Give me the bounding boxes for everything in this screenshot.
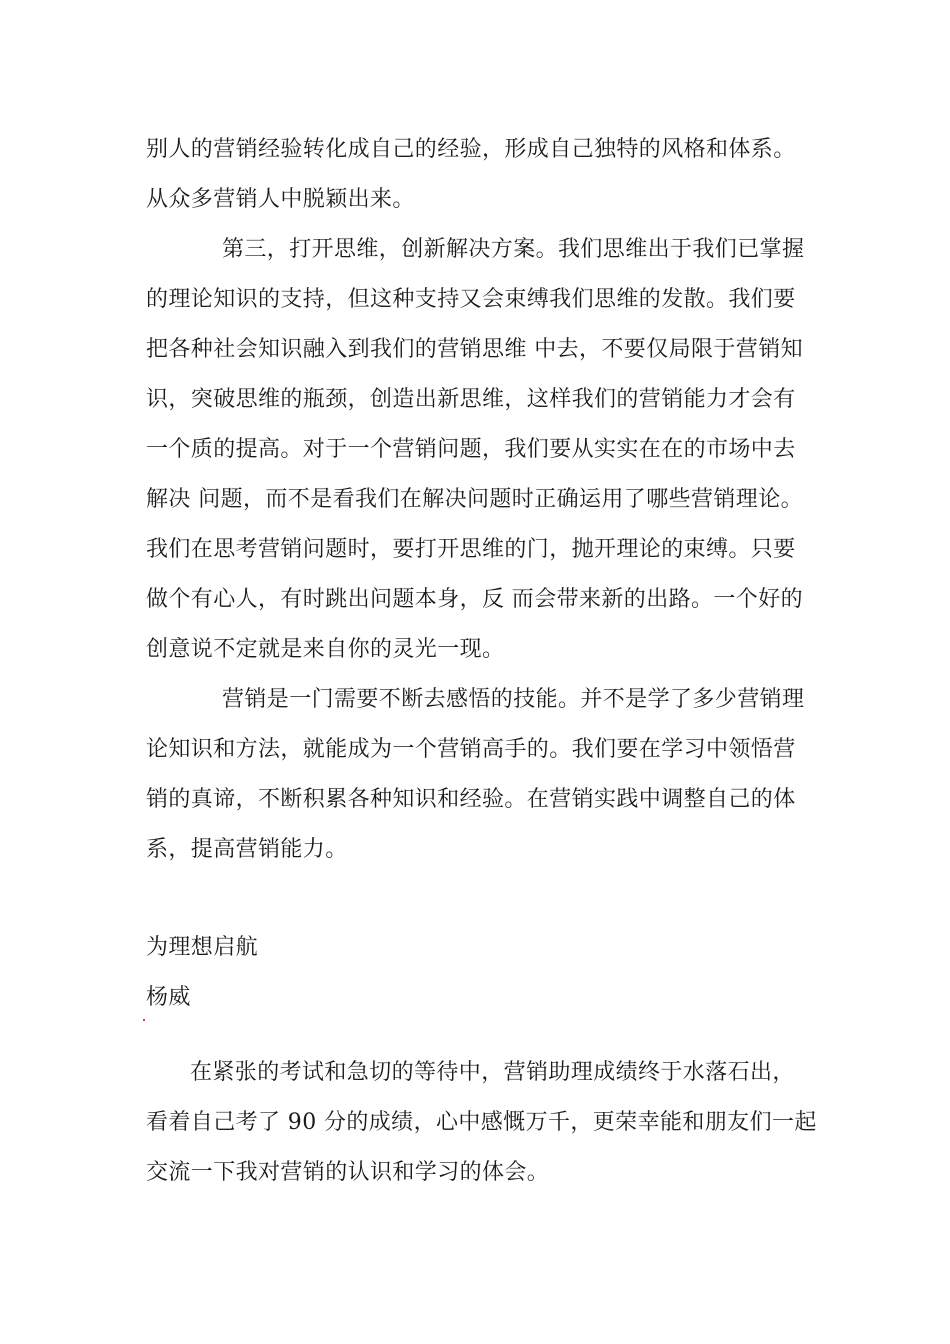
cursor-mark	[143, 1019, 145, 1021]
paragraph-2-line-7: 我们在思考营销问题时，要打开思维的门，抛开理论的束缚。只要	[146, 537, 796, 562]
paragraph-2-line-6: 解决 问题，而不是看我们在解决问题时正确运用了哪些营销理论。	[146, 487, 803, 512]
paragraph-2-line-5: 一个质的提高。对于一个营销问题，我们要从实实在在的市场中去	[146, 437, 796, 462]
paragraph-3-line-2: 论知识和方法，就能成为一个营销高手的。我们要在学习中领悟营	[146, 737, 796, 762]
paragraph-4-line-2: 看着自己考了 90 分的成绩，心中感慨万千，更荣幸能和朋友们一起	[146, 1110, 817, 1135]
article-title: 为理想启航	[146, 935, 259, 960]
paragraph-2-line-1: 第三，打开思维，创新解决方案。我们思维出于我们已掌握	[222, 237, 805, 262]
paragraph-3-line-3: 销的真谛，不断积累各种知识和经验。在营销实践中调整自己的体	[146, 787, 796, 812]
paragraph-3-line-1: 营销是一门需要不断去感悟的技能。并不是学了多少营销理	[222, 687, 805, 712]
paragraph-4-line-1: 在紧张的考试和急切的等待中，营销助理成绩终于水落石出，	[190, 1060, 795, 1085]
paragraph-3-line-4: 系，提高营销能力。	[146, 837, 348, 862]
paragraph-2-line-2: 的理论知识的支持，但这种支持又会束缚我们思维的发散。我们要	[146, 287, 796, 312]
paragraph-2-line-4: 识，突破思维的瓶颈，创造出新思维，这样我们的营销能力才会有	[146, 387, 796, 412]
paragraph-2-line-8: 做个有心人，有时跳出问题本身，反 而会带来新的出路。一个好的	[146, 587, 803, 612]
paragraph-2-line-9: 创意说不定就是来自你的灵光一现。	[146, 637, 505, 662]
article-author: 杨威	[146, 985, 191, 1010]
paragraph-1-line-1: 别人的营销经验转化成自己的经验，形成自己独特的风格和体系。	[146, 137, 796, 162]
paragraph-2-line-3: 把各种社会知识融入到我们的营销思维 中去，不要仅局限于营销知	[146, 337, 803, 362]
paragraph-4-line-3: 交流一下我对营销的认识和学习的体会。	[146, 1160, 550, 1185]
paragraph-1-line-2: 从众多营销人中脱颖出来。	[146, 187, 415, 212]
